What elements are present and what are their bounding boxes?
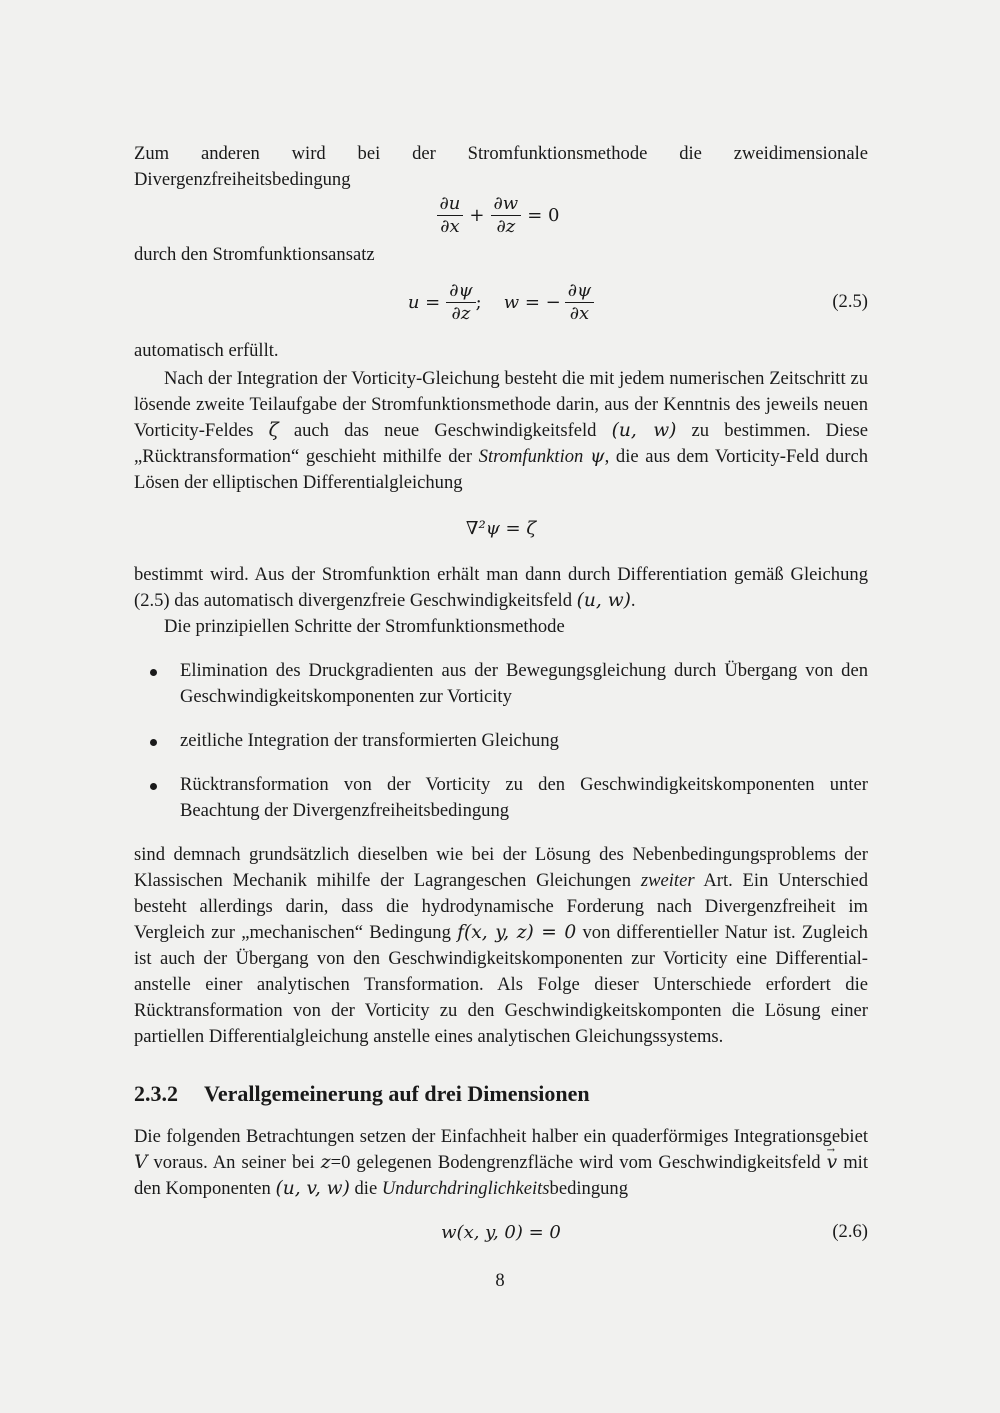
symbol-vector-v: → v xyxy=(827,1150,838,1176)
symbol-uw: (u, w) xyxy=(611,420,677,441)
equation-lhs-w: w = − xyxy=(503,291,561,313)
paragraph-intro-text: Zum anderen wird bei der Stromfunktionsmethode die zweidimensionale Divergenzfreiheitsbedingung xyxy=(134,143,868,190)
bullet-dot-icon xyxy=(150,669,157,676)
fraction-denominator: ∂z xyxy=(496,215,516,237)
equation-2-6 xyxy=(134,1202,868,1262)
equation-divergence xyxy=(134,185,868,245)
symbol-zeta: ζ xyxy=(268,420,279,441)
equation-2-5 xyxy=(134,272,868,332)
equation-rhs: = 0 xyxy=(527,204,560,226)
fraction-dpsi-dz xyxy=(446,280,475,325)
list-item-text: Elimination des Druckgradienten aus der Bewegungsgleichung durch Übergang von den Geschwindigkeitskomponenten zur Vorticity xyxy=(180,660,868,707)
paragraph-grundsaetzlich xyxy=(134,842,868,1050)
text-run: sind demnach grundsätzlich dieselben wie bei der Lösung des Nebenbedingungsproblems der Klassischen Mechanik mihilfe der Lagrangeschen Gleichungen xyxy=(134,844,868,891)
bullet-dot-icon xyxy=(150,783,157,790)
section-heading xyxy=(134,1080,590,1108)
text-run: Art. Ein Unterschied besteht allerdings darin, dass die hydrodynamische Forderung nach Divergenzfreiheit im Vergleich zur „mechanischen“ Bedingung xyxy=(134,870,868,943)
paragraph-erfuellt-text: automatisch erfüllt. xyxy=(134,340,279,361)
symbol-z: z xyxy=(320,1152,331,1173)
paragraph-ruecktransformation xyxy=(134,366,868,496)
symbol-V: V xyxy=(134,1152,148,1173)
text-run: bestimmt wird. Aus der Stromfunktion erhält man dann durch Differentiation gemäß Gleichung (2.5) das automatisch divergenzfreie Geschwindigkeitsfeld xyxy=(134,564,868,611)
list-item xyxy=(134,772,868,824)
symbol-uw: (u, w) xyxy=(576,590,631,611)
section-title: Verallgemeinerung auf drei Dimensionen xyxy=(204,1081,590,1106)
bullet-dot-icon xyxy=(150,739,157,746)
paragraph-erfuellt xyxy=(134,338,279,364)
fraction-numerator: ∂ψ xyxy=(446,280,475,303)
equation-separator: ; xyxy=(475,291,482,313)
list-item-text: zeitliche Integration der transformierten Gleichung xyxy=(180,730,559,751)
equation-number: (2.6) xyxy=(832,1221,868,1242)
paragraph-stromfunktionsansatz xyxy=(134,242,375,268)
text-run: mit den Komponenten xyxy=(134,1152,868,1199)
formula-fxyz: f(x, y, z) = 0 xyxy=(457,922,577,943)
equation-poisson xyxy=(134,498,868,558)
fraction-numerator: ∂ψ xyxy=(565,280,594,303)
equation-lhs-u: u = xyxy=(407,291,441,313)
paragraph-schritte xyxy=(164,614,565,640)
section-number: 2.3.2 xyxy=(134,1081,178,1106)
emphasis-stromfunktion: Stromfunktion xyxy=(478,446,584,467)
paragraph-bestimmt xyxy=(134,562,868,614)
text-run: . xyxy=(630,590,636,611)
equation-number: (2.5) xyxy=(832,291,868,312)
paragraph-schritte-text: Die prinzipiellen Schritte der Stromfunktionsmethode xyxy=(164,616,565,637)
text-run: , die aus dem Vorticity-Feld durch Lösen der elliptischen Differentialgleichung xyxy=(134,446,869,493)
list-item xyxy=(134,728,868,754)
fraction-dpsi-dx xyxy=(565,280,594,325)
text-run: Die folgenden Betrachtungen setzen der Einfachheit halber ein quaderförmiges Integrationsgebiet xyxy=(134,1126,868,1147)
fraction-denominator: ∂x xyxy=(569,302,590,324)
list-item-text: Rücktransformation von der Vorticity zu den Geschwindigkeitskomponenten unter Beachtung der Divergenzfreiheitsbedingung xyxy=(180,774,868,821)
text-run: auch das neue Geschwindigkeitsfeld xyxy=(278,420,612,441)
equation-2-6-text: w(x, y, 0) = 0 xyxy=(441,1221,561,1243)
fraction-denominator: ∂x xyxy=(440,215,460,237)
text-run: voraus. An seiner bei xyxy=(147,1152,321,1173)
text-run: Nach der Integration der Vorticity-Gleichung besteht die mit jedem numerischen Zeitschritt zu lösende zweite Teilaufgabe der Stromfunktionsmethode darin, aus der Kenntnis des jeweils neuen Vorticity-Feldes xyxy=(134,368,868,441)
text-run: bedingung xyxy=(549,1178,629,1199)
paragraph-stromfunktionsansatz-text: durch den Stromfunktionsansatz xyxy=(134,244,375,265)
fraction-denominator: ∂z xyxy=(451,302,471,324)
fraction-du-dx xyxy=(437,193,464,238)
text-run: zu bestimmen. Diese „Rücktransformation“ geschieht mithilfe der xyxy=(134,420,868,467)
page-number: 8 xyxy=(495,1270,505,1291)
symbol-uvw: (u, v, w) xyxy=(275,1178,350,1199)
text-run: von differentieller Natur ist. Zugleich ist auch der Übergang von den Geschwindigkeitskomponenten zur Vorticity eine Differential- anstelle einer analytischen Transformation. Als Folge dieser Unterschiede erfordert die Rücktransformation von der Vorticity zu den Geschwindigkeitskomponten die Lösung einer partiellen Differentialgleichung anstelle eines analytischen Gleichungssystems. xyxy=(134,922,868,1047)
text-run: die xyxy=(349,1178,382,1199)
bullet-list xyxy=(134,658,868,824)
paragraph-betrachtungen xyxy=(134,1124,868,1202)
fraction-dw-dz xyxy=(491,193,522,238)
fraction-numerator: ∂w xyxy=(491,193,522,216)
emphasis-undurchdringlichkeits: Undurchdringlichkeits xyxy=(381,1178,550,1199)
fraction-numerator: ∂u xyxy=(437,193,464,216)
operator-plus: + xyxy=(469,204,485,226)
equation-poisson-text: ∇²ψ = ζ xyxy=(465,517,537,539)
emphasis-zweiter: zweiter xyxy=(640,870,695,891)
text-run: =0 gelegenen Bodengrenzfläche wird vom Geschwindigkeitsfeld xyxy=(330,1152,827,1173)
list-item xyxy=(134,658,868,710)
symbol-psi: ψ xyxy=(590,446,605,467)
